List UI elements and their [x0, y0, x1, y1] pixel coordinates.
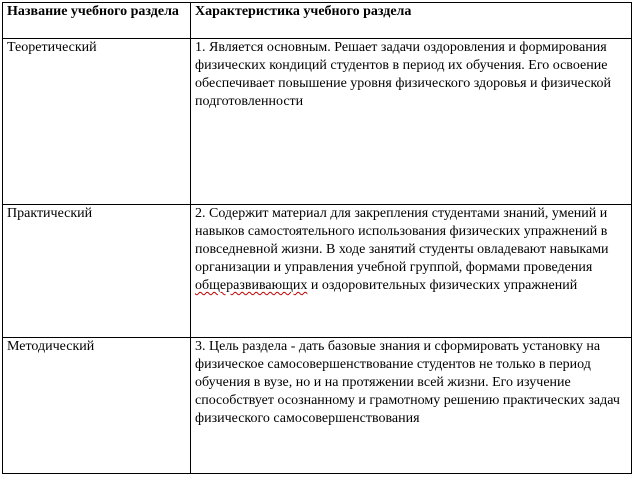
- table-header-row: [3, 3, 632, 39]
- section-name-cell: Методический: [3, 338, 191, 474]
- section-description-cell: [191, 205, 632, 338]
- spellcheck-marked-word: общеразвивающих: [195, 278, 308, 293]
- section-description-cell: 3. Цель раздела - дать базовые знания и сформировать установку на физическое самосовершенствование студентов не только в период обучения в вузе, но и на протяжении всей жизни. Его изучение способствует осознанному и грамотному решению практических задач физического самосовершенствования: [191, 338, 632, 474]
- section-name-cell: Практический: [3, 205, 191, 338]
- section-description-cell: 1. Является основным. Решает задачи оздоровления и формирования физических кондиций студентов в период их обучения. Его освоение обеспечивает повышение уровня физического здоровья и физической подготовленности: [191, 39, 632, 205]
- curriculum-sections-table: [2, 2, 632, 474]
- description-text: и оздоровительных физических упражнений: [307, 278, 578, 293]
- description-text: 2. Содержит материал для закрепления студентами знаний, умений и навыков самостоятельного использования физических упражнений в повседневной жизни. В ходе занятий студенты овладевают навыками организации и управления учебной группой, формами проведения: [195, 206, 609, 275]
- table-row: [3, 338, 632, 474]
- header-section-name: Название учебного раздела: [3, 3, 191, 39]
- table-row: [3, 205, 632, 338]
- table-row: [3, 39, 632, 205]
- section-name-cell: Теоретический: [3, 39, 191, 205]
- header-section-description: Характеристика учебного раздела: [191, 3, 632, 39]
